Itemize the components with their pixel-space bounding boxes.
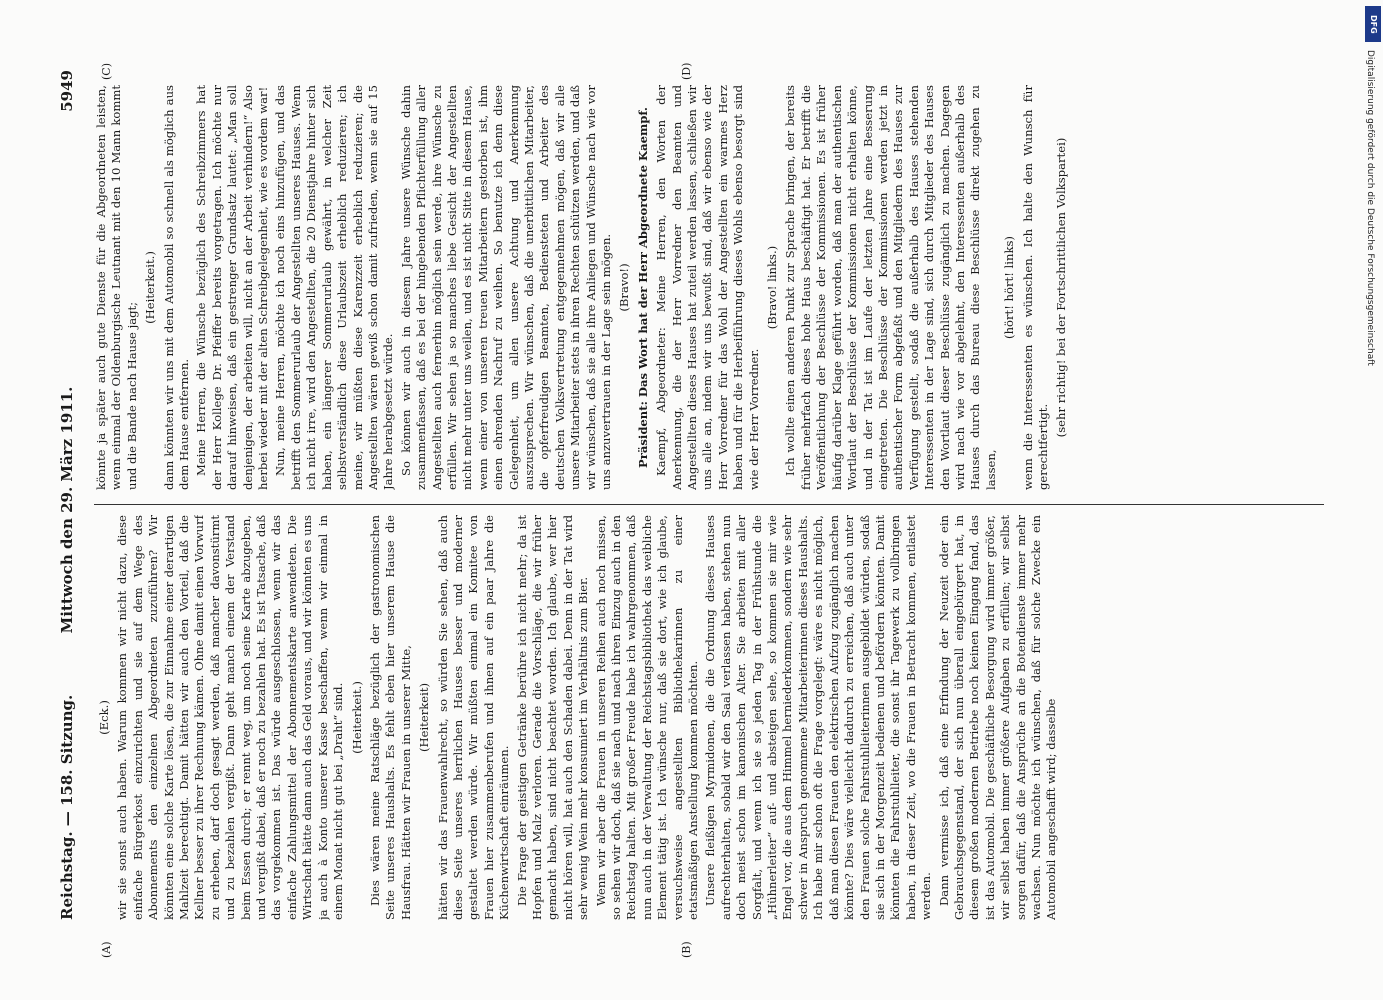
speaker-tag: (Eck.)	[97, 700, 111, 735]
page-header	[50, 60, 86, 960]
digitization-credit: Digitalisierung gefördert durch die Deutsche Forschungsgemeinschaft	[1365, 50, 1375, 366]
paragraph: So können wir auch in diesem Jahre unsere Wünsche dahin zusammenfassen, daß es bei der hingebenden Pflichterfüllung aller Angestellten auch fernerhin möglich sein werde, ihre Wünsche zu erfüllen. Wir sehen ja so manches liebe Gesicht der Angestellten nicht mehr unter uns weilen, und es ist nicht Sitte in diesem Hause, wenn einer von unseren treuen Mitarbeitern gestorben ist, ihm einen ehrenden Nachruf zu weihen. So benutze ich denn diese Gelegenheit, um allen unsere Achtung und Anerkennung auszusprechen. Wir wünschen, daß die unerbittlichen Mitarbeiter, die opferfreudigen Beamten, Bediensteten und Arbeiter des deutschen Volksvertretung entgegennehmen mögen, daß wir alle unsere Mitarbeiter stets in ihren Rechten schützen werden, und daß wir wünschen, daß sie alle ihre Anliegen und Wünsche nach wie vor uns anzuvertrauen in der Lage sein mögen.	[398, 85, 613, 490]
interjection: (Heiterkeit)	[417, 682, 432, 753]
paragraph: Nun, meine Herren, möchte ich noch eins hinzufügen, und das betrifft den Sommerurlaub der Angestellten unseres Hauses. Wenn ich nicht irre, wird den Angestellten, die 20 Dienstjahre hinter sich haben, ein längerer Sommerurlaub gewährt, in welcher Zeit selbstverständlich diese Urlaubszeit erheblich reduzieren; ich meine, wir müßten diese Karenzzeit erheblich reduzieren; die Angestellten wären gewiß schon damit zufrieden, wenn sie auf 15 Jahre herabgesetzt würde.	[273, 85, 396, 490]
paragraph: Unsere fleißigen Myrmidonen, die die Ordnung dieses Hauses aufrechterhalten, sobald wir den Saal verlassen haben, stehen nun doch meist schon im kanonischen Alter. Sie arbeiten mit aller Sorgfalt, und wenn ich sie so jeden Tag in der Frühstunde die „Hühnerleiter“ auf- und absteigen sehe, so kommen sie mir wie Engel vor, die aus dem Himmel herniederkommen, sondern wie sehr schwer in Anspruch genommene Mitarbeiterinnen dieses Haushalts. Ich habe mir schon oft die Frage vorgelegt: wäre es nicht möglich, daß man diesen Frauen den elektrischen Aufzug zugänglich machen könnte? Dies wäre vielleicht dadurch zu erreichen, daß auch unter den Frauen solche Fahrstuhlleiterinnen ausgebildet würden, sodaß sie sich in der Morgenzeit bedienen und befördern könnten. Damit könnten die Fahrstuhlleiter, die sonst ihr Tagewerk zu vollbringen haben, in dieser Zeit, wo die Frauen in Betracht kommen, entlastet werden.	[703, 515, 934, 920]
dfg-sidebar	[1363, 0, 1383, 1000]
page-number: 5949	[58, 70, 76, 112]
paragraph: Die Frage der geistigen Getränke berühre ich nicht mehr; da ist Hopfen und Malz verloren. Gerade die Vorschläge, die wir früher gemacht haben, sind nicht beachtet worden. Ich glaube, wer hier nicht hören will, hat auch den Schaden dabei. Denn in der Tat wird sehr wenig Wein mehr konsumiert im Verhältnis zum Bier.	[514, 515, 591, 920]
interjection: (hört! hört! links)	[1002, 236, 1017, 339]
paragraph: hätten wir das Frauenwahlrecht, so würden Sie sehen, daß auch diese Seite unseres herrlichen Hauses besser und moderner gestaltet werden würde. Wir müßten einmal ein Komitee von Frauen hier zusammenberufen und ihnen auf ein paar Jahre die Küchenwirtschaft einräumen.	[435, 515, 512, 920]
dfg-logo: DFG	[1365, 6, 1381, 42]
margin-marker-d: (D)	[680, 62, 693, 80]
right-column	[94, 85, 1324, 490]
paragraph: Wenn wir aber die Frauen in unseren Reihen auch noch missen, so sehen wir doch, daß sie nach und nach ihren Einzug auch in den Reichstag halten. Mit großer Freude habe ich wahrgenommen, daß nun auch in der Verwaltung der Reichstagsbibliothek das weibliche Element tätig ist. Ich wünsche nur, daß sie dort, wie ich glaube, versuchsweise angestellten Bibliothekarinnen zu einer etatsmäßigen Anstellung kommen möchten.	[593, 515, 701, 920]
interjection: (Bravo! links.)	[765, 245, 780, 330]
column-divider	[94, 504, 1324, 505]
paragraph: Dann vermisse ich, daß eine Erfindung der Neuzeit oder ein Gebrauchsgegenstand, der sich nun überall eingebürgert hat, in diesem großen modernen Betriebe noch keinen Eingang fand, das ist das Automobil. Die geschäftliche Besorgung wird immer größer, wir selbst haben immer größere Aufgaben zu erfüllen; wir selbst sorgen dafür, daß die Ansprüche an die Botendienste immer mehr wachsen. Nun möchte ich wünschen, daß für solche Zwecke ein Automobil angeschafft wird; dasselbe	[936, 515, 1059, 920]
header-left: Reichstag. — 158. Sitzung.	[58, 694, 76, 920]
interjection: (Bravo!)	[617, 263, 632, 312]
paragraph: Meine Herren, die Wünsche bezüglich des Schreibzimmers hat der Herr Kollege Dr. Pfeiffer bereits vorgetragen. Ich möchte nur darauf hinweisen, daß ein gestrenger Grundsatz lautet: „Man soll denjenigen, der arbeiten will, nicht an der Arbeit verhindern!“ Also herbei wieder mit der alten Schreibgelegenheit, wie es vordem war!	[194, 85, 271, 490]
paragraph: Ich wollte einen anderen Punkt zur Sprache bringen, der bereits früher mehrfach dieses hohe Haus beschäftigt hat. Er betrifft die Veröffentlichung der Beschlüsse der Kommissionen. Es ist früher häufig darüber Klage geführt worden, daß man der authentischen Wortlaut der Beschlüsse der Kommissionen nicht erhalten könne, und in der Tat ist im Laufe der letzten Jahre eine Besserung eingetreten. Die Beschlüsse der Kommissionen werden jetzt in authentischer Form abgefaßt und den Mitgliedern des Hauses zur Verfügung gestellt, sodaß die außerhalb des Hauses stehenden Interessenten in der Lage sind, sich durch Mitglieder des Hauses den Wortlaut dieser Beschlüsse zugänglich zu machen. Dagegen wird nach wie vor abgelehnt, den Interessenten außerhalb des Hauses durch das Bureau diese Beschlüsse direkt zugehen zu lassen,	[783, 85, 998, 490]
paragraph: wenn die Interessenten es wünschen. Ich halte den Wunsch für gerechtfertigt.	[1020, 85, 1050, 490]
margin-marker-c: (C)	[100, 63, 113, 80]
paragraph: dann könnten wir uns mit dem Automobil so schnell als möglich aus dem Hause entfernen.	[161, 85, 192, 490]
paragraph: wir sie sonst auch haben. Warum kommen wir nicht dazu, diese einfache Bürgerkost einzurichten und sie auf dem Wege des Abonnements den einzelnen Abgeordneten zuzuführen? Wir könnten eine solche Karte lösen, die zur Einnahme einer derartigen Mahlzeit berechtigt. Damit hätten wir auch den Vorteil, daß die Kellner besser zu ihrer Rechnung kämen. Ohne damit einen Vorwurf zu erheben, darf doch gesagt werden, daß mancher davonstürmt und zu bezahlen vergißt. Dann geht manch einem der Verstand beim Essen durch; er rennt weg, um noch seine Karte abzugeben, und vergißt dabei, daß er noch zu bezahlen hat. Es ist Tatsache, daß das vorgekommen ist. Das würde ausgeschlossen, wenn wir das einfache Zahlungsmittel der Abonnementskarte anwendeten. Die Wirtschaft hätte dann auch das Geld voraus, und wir könnten es uns ja auch à Konto unserer Kasse beschaffen, wenn wir einmal in einem Monat nicht gut bei „Draht“ sind.	[115, 515, 346, 920]
left-column	[94, 515, 1324, 920]
margin-marker-b: (B)	[680, 941, 693, 958]
paragraph: könnte ja später auch gute Dienste für die Abgeordneten leisten, wenn einmal der Oldenburgische Leutnant mit den 10 Mann kommt und die Bande nach Hause jagt;	[94, 85, 139, 490]
rotated-page-content	[50, 60, 1340, 960]
paragraph: Dies wären meine Ratschläge bezüglich der gastronomischen Seite unseres Haushalts. Es fehlt eben hier unserem Hause die Hausfrau. Hätten wir Frauen in unserer Mitte,	[367, 515, 413, 920]
interjection: (sehr richtig! bei der Fortschrittlichen Volkspartei)	[1054, 137, 1069, 438]
header-date: Mittwoch den 29. März 1911.	[58, 386, 76, 634]
interjection: (Heiterkeit.)	[349, 681, 364, 754]
paragraph: Kaempf, Abgeordneter: Meine Herren, den Worten der Anerkennung, die der Herr Vorredner den Beamten und Angestellten dieses Hauses hat zuteil werden lassen, schließen wir uns alle an, indem wir uns bewußt sind, daß wir ebenso wie der Herr Vorredner für das Wohl der Angestellten ein warmes Herz haben und für die Herbeiführung dieses Wohls ebenso besorgt sind wie der Herr Vorredner.	[654, 85, 761, 490]
margin-marker-a: (A)	[100, 941, 113, 958]
interjection: (Heiterkeit.)	[143, 251, 158, 324]
speaker-announcement: Präsident: Das Wort hat der Herr Abgeordnete Kaempf.	[635, 107, 650, 468]
